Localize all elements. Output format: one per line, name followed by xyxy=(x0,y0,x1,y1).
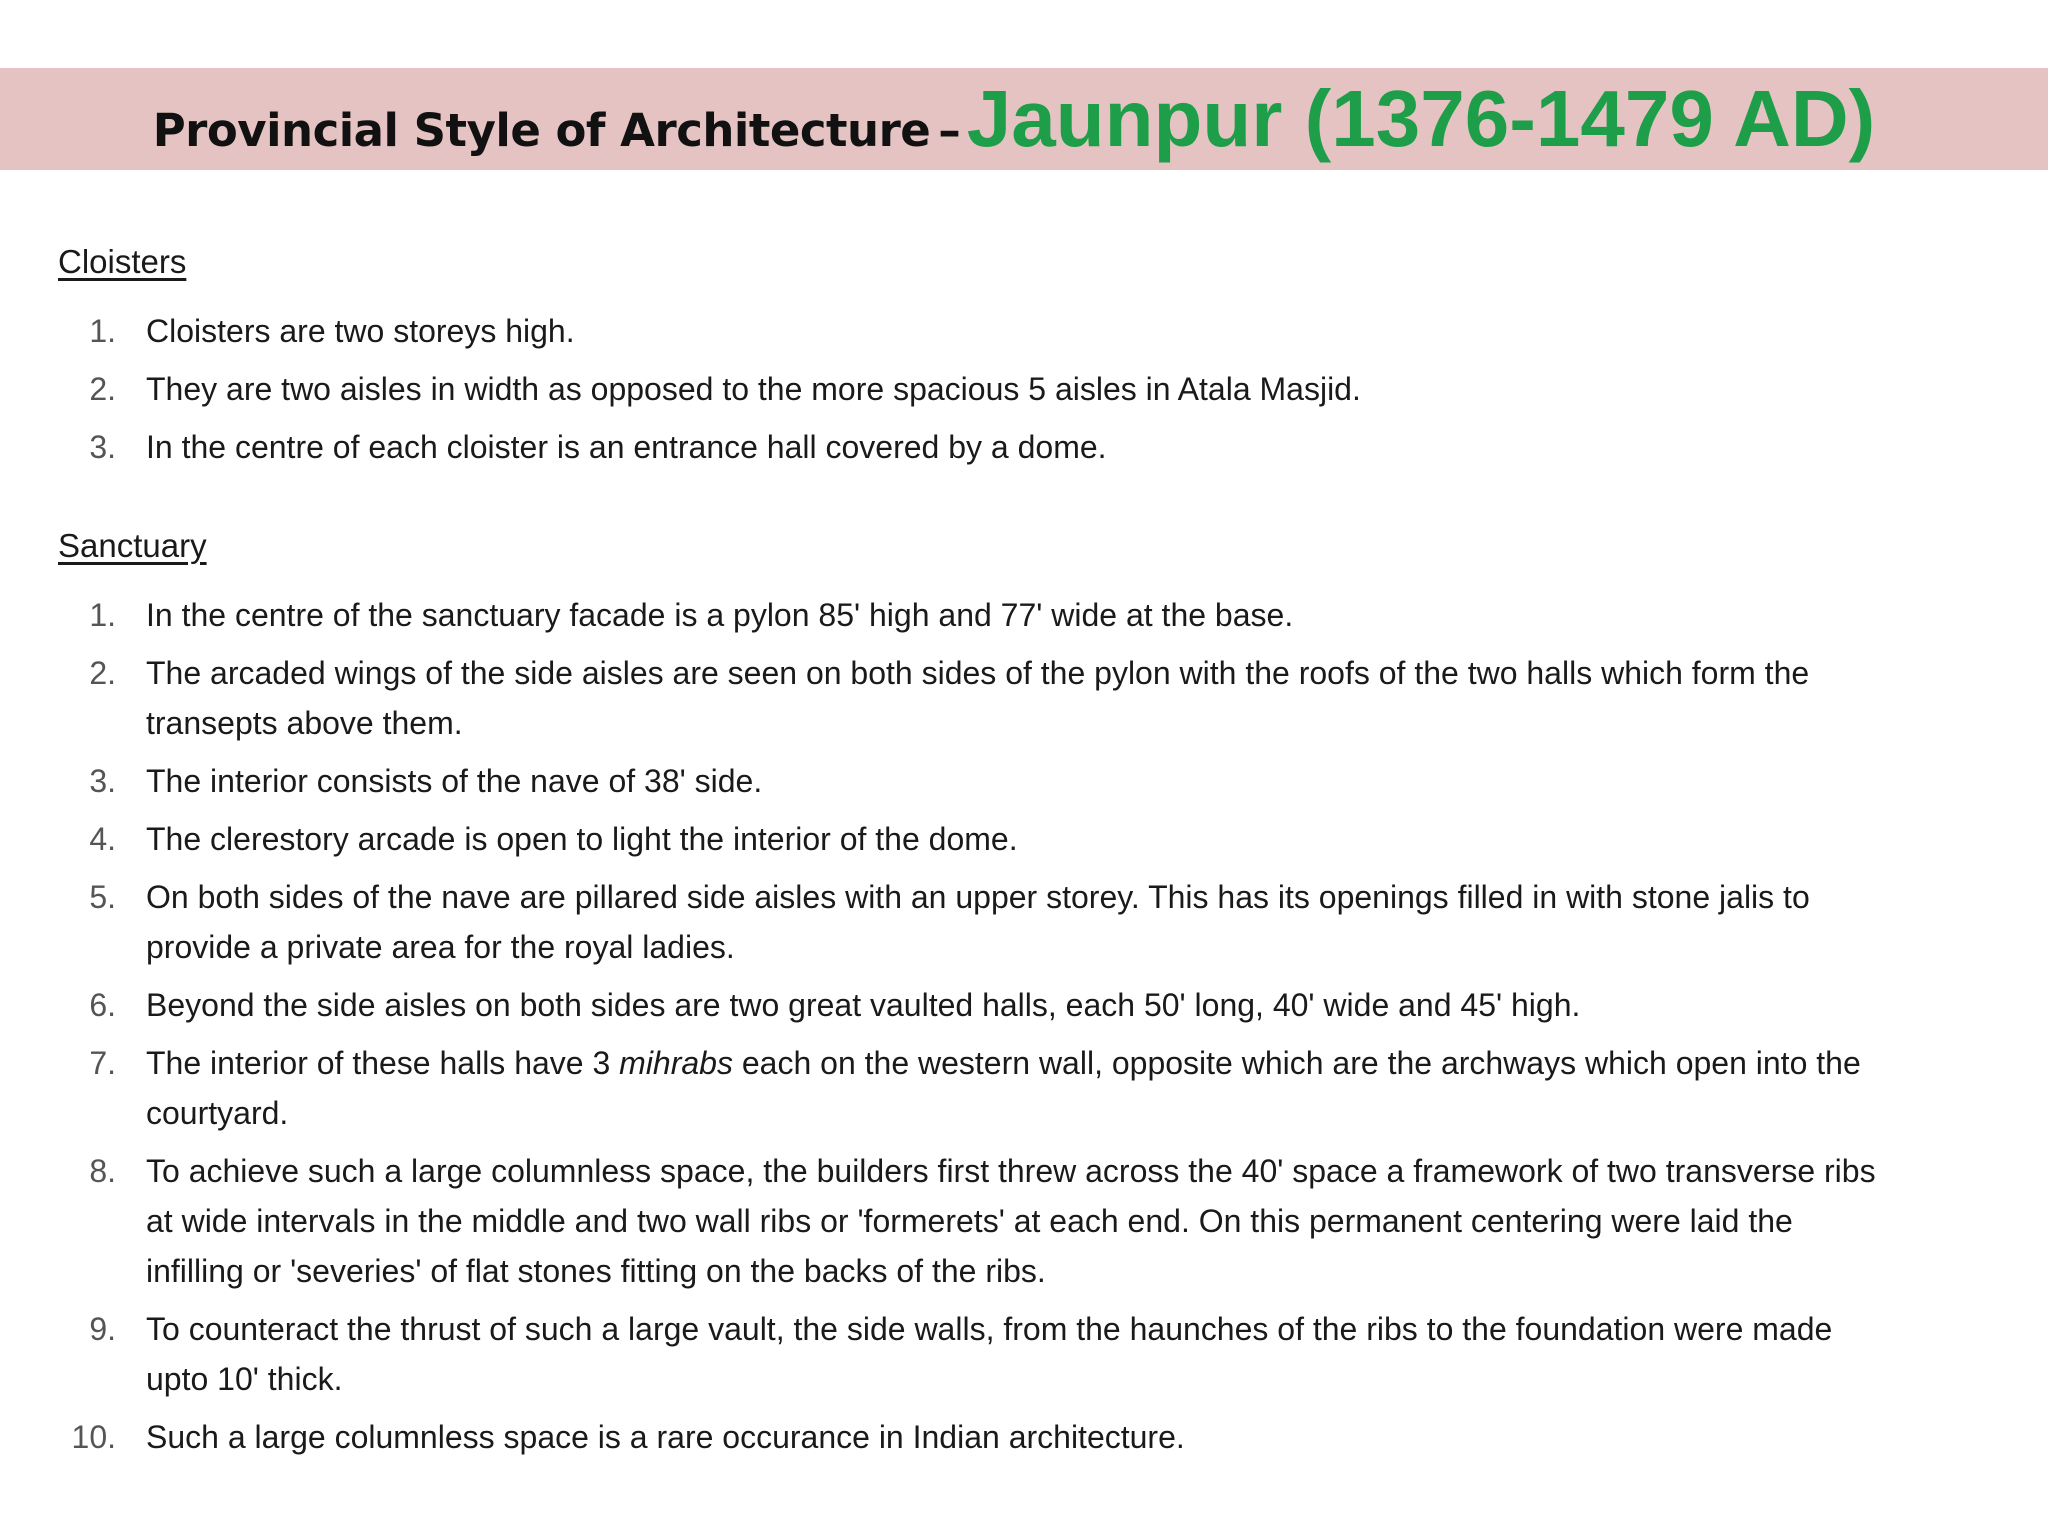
item-text: To achieve such a large columnless space, the builders first threw across the 40' space a framework of two transverse ribs at wide intervals in the middle and two wall ribs or 'formerets' at each end. On this permanent centering were laid the infilling or 'severies' of flat stones fitting on the backs of the ribs. xyxy=(146,1153,1876,1289)
item-text: The clerestory arcade is open to light the interior of the dome. xyxy=(146,821,1018,857)
item-text: Cloisters are two storeys high. xyxy=(146,313,575,349)
list-item xyxy=(58,422,1958,472)
section-cloisters xyxy=(58,240,1958,472)
item-text-after: each on the western wall, opposite which are the archways which open into the courtyard. xyxy=(146,1045,1861,1131)
list-item xyxy=(58,364,1958,414)
list-item xyxy=(58,590,1958,640)
item-text: Beyond the side aisles on both sides are two great vaulted halls, each 50' long, 40' wide and 45' high. xyxy=(146,987,1581,1023)
item-text: In the centre of each cloister is an entrance hall covered by a dome. xyxy=(146,429,1107,465)
title-banner xyxy=(0,68,2048,170)
item-number: 3. xyxy=(89,763,116,799)
item-number: 2. xyxy=(89,371,116,407)
item-number: 3. xyxy=(89,429,116,465)
list-item xyxy=(58,306,1958,356)
item-text-emphasis: mihrabs xyxy=(619,1045,733,1081)
item-text-before: The interior of these halls have 3 xyxy=(146,1045,620,1081)
title-main-text: Provincial Style of Architecture xyxy=(152,104,931,157)
list-item xyxy=(58,1412,1958,1462)
title-accent-text: Jaunpur (1376-1479 AD) xyxy=(966,74,1876,163)
section-sanctuary xyxy=(58,524,1958,1462)
cloisters-list xyxy=(58,306,1958,472)
sanctuary-list xyxy=(58,590,1958,1462)
item-number: 1. xyxy=(89,313,116,349)
item-text xyxy=(146,1038,1886,1138)
slide-content xyxy=(58,240,1958,1514)
list-item xyxy=(58,756,1958,806)
item-number: 10. xyxy=(71,1419,116,1455)
item-text: Such a large columnless space is a rare occurance in Indian architecture. xyxy=(146,1419,1185,1455)
list-item xyxy=(58,1038,1958,1138)
item-text: The interior consists of the nave of 38' side. xyxy=(146,763,763,799)
item-number: 1. xyxy=(89,597,116,633)
item-number: 7. xyxy=(89,1045,116,1081)
list-item xyxy=(58,1304,1958,1404)
item-number: 2. xyxy=(89,655,116,691)
item-text: To counteract the thrust of such a large vault, the side walls, from the haunches of the ribs to the foundation were made upto 10' thick. xyxy=(146,1311,1833,1397)
item-text: They are two aisles in width as opposed to the more spacious 5 aisles in Atala Masjid. xyxy=(146,371,1361,407)
list-item xyxy=(58,648,1958,748)
section-heading: Cloisters xyxy=(58,243,187,280)
item-text: On both sides of the nave are pillared side aisles with an upper storey. This has its openings filled in with stone jalis to provide a private area for the royal ladies. xyxy=(146,879,1810,965)
item-number: 4. xyxy=(89,821,116,857)
list-item xyxy=(58,814,1958,864)
list-item xyxy=(58,980,1958,1030)
item-number: 6. xyxy=(89,987,116,1023)
section-heading: Sanctuary xyxy=(58,527,207,564)
list-item xyxy=(58,1146,1958,1296)
item-text: The arcaded wings of the side aisles are seen on both sides of the pylon with the roofs of the two halls which form the transepts above them. xyxy=(146,655,1810,741)
title-dash: – xyxy=(938,104,961,157)
item-number: 5. xyxy=(89,879,116,915)
list-item xyxy=(58,872,1958,972)
item-text: In the centre of the sanctuary facade is a pylon 85' high and 77' wide at the base. xyxy=(146,597,1294,633)
item-number: 9. xyxy=(89,1311,116,1347)
slide-title xyxy=(153,73,1876,165)
item-number: 8. xyxy=(89,1153,116,1189)
